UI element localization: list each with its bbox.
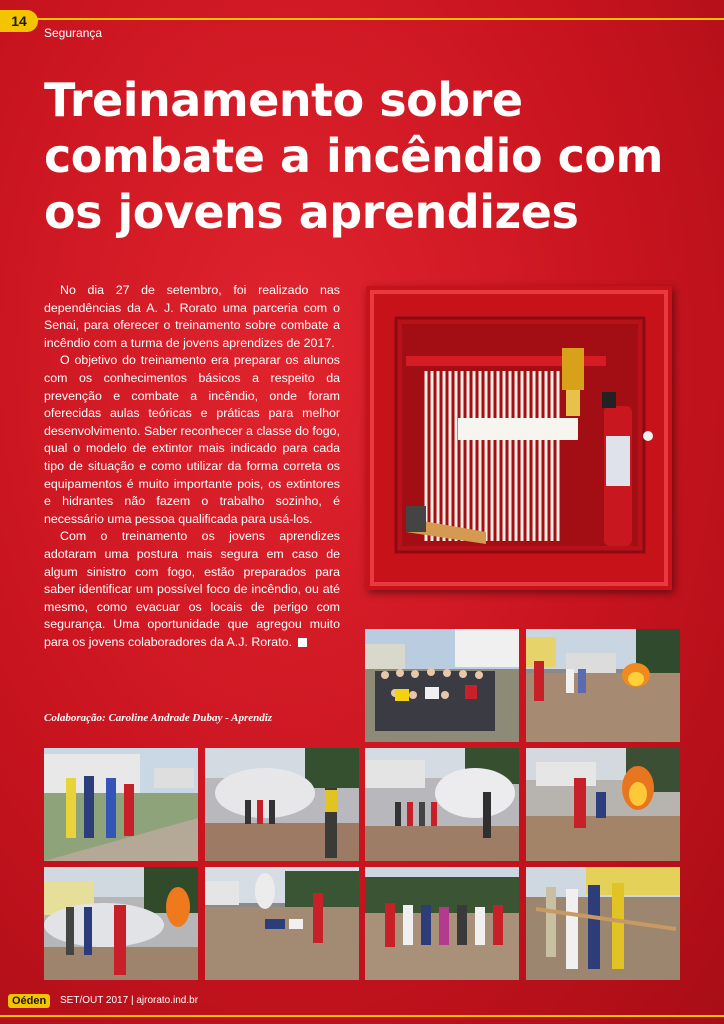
paragraph-1: No dia 27 de setembro, foi realizado nas dependências da A. J. Rorato uma parceria com o Senai, para oferecer o treinamento sobre combate a incêndio com a turma de jovens aprendizes de 2017. [44,283,340,350]
article-title: Treinamento sobre combate a incêndio com os jovens aprendizes [44,73,663,239]
article-credit: Colaboração: Caroline Andrade Dubay - Aprendiz [44,712,273,724]
photo-fire-drill-4 [365,748,519,861]
end-mark [298,638,307,647]
photo-fire-hose-cabinet [366,286,672,590]
article-body [44,282,340,651]
photo-fire-drill-8 [365,867,519,980]
page-number: 14 [0,10,38,32]
bottom-rule [0,1015,724,1017]
photo-fire-drill-2 [44,748,198,861]
top-rule [0,18,724,20]
photo-group [365,629,519,742]
photo-fire-drill-6 [44,867,198,980]
photo-fire-drill-1 [526,629,680,742]
paragraph-3 [44,528,340,651]
footer-text: SET/OUT 2017 | ajrorato.ind.br [60,995,199,1006]
photo-fire-drill-5 [526,748,680,861]
photo-fire-drill-7 [205,867,359,980]
photo-fire-drill-3 [205,748,359,861]
paragraph-3-text: Com o treinamento os jovens aprendizes adotaram uma postura mais segura em caso de algum sinistro com fogo, estão preparados para saber identificar um possível foco de incêndio, ou até mesmo, como evacuar os locais de perigo com segurança. Uma oportunidade que agregou muito para os jovens colaboradores da A.J. Rorato. [44,529,340,649]
section-label: Segurança [44,26,103,40]
magazine-logo: Oéden [8,994,50,1008]
paragraph-2: O objetivo do treinamento era preparar os alunos com os conhecimentos básicos a respeito da prevenção e combate a incêndio, onde foram oferecidas aulas teóricas e práticas para melhor desenvolvimento. Saber reconhecer a classe do fogo, qual o modelo de extintor mais indicado para cada tipo de situação e como utilizar da forma correta os equipamentos é muito importante pois, os extintores e hidrantes não fazem o trabalho sozinho, é necessário uma pessoa qualificada para usá-los. [44,353,340,526]
photo-fire-drill-9 [526,867,680,980]
